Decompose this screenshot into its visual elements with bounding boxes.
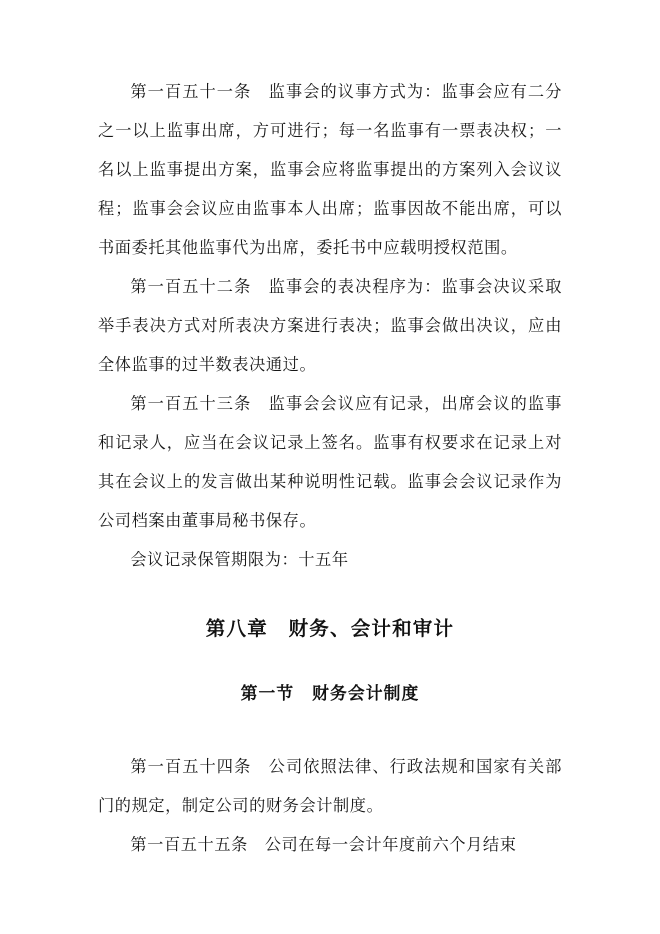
paragraph-article-154: 第一百五十四条 公司依照法律、行政法规和国家有关部门的规定，制定公司的财务会计制度。 — [98, 757, 562, 815]
paragraph-article-151: 第一百五十一条 监事会的议事方式为：监事会应有二分之一以上监事出席，方可进行；每一名监事有一票表决权；一名以上监事提出方案，监事会应将监事提出的方案列入会议议程；监事会会议应由监事本人出席；监事因故不能出席，可以书面委托其他监事代为出席，委托书中应载明授权范围。 — [98, 82, 562, 257]
section-heading: 第一节 财务会计制度 — [240, 683, 420, 703]
chapter-heading: 第八章 财务、会计和审计 — [205, 617, 455, 640]
paragraph-minutes-retention-note: 会议记录保管期限为：十五年 — [130, 550, 349, 569]
paragraph-article-155: 第一百五十五条 公司在每一会计年度前六个月结束 — [130, 835, 517, 854]
paragraph-article-153: 第一百五十三条 监事会会议应有记录，出席会议的监事和记录人，应当在会议记录上签名。监事有权要求在记录上对其在会议上的发言做出某种说明性记载。监事会会议记录作为公司档案由董事局秘书保存。 — [98, 394, 562, 530]
paragraph-article-152: 第一百五十二条 监事会的表决程序为：监事会决议采取举手表决方式对所表决方案进行表决；监事会做出决议，应由全体监事的过半数表决通过。 — [98, 277, 562, 374]
